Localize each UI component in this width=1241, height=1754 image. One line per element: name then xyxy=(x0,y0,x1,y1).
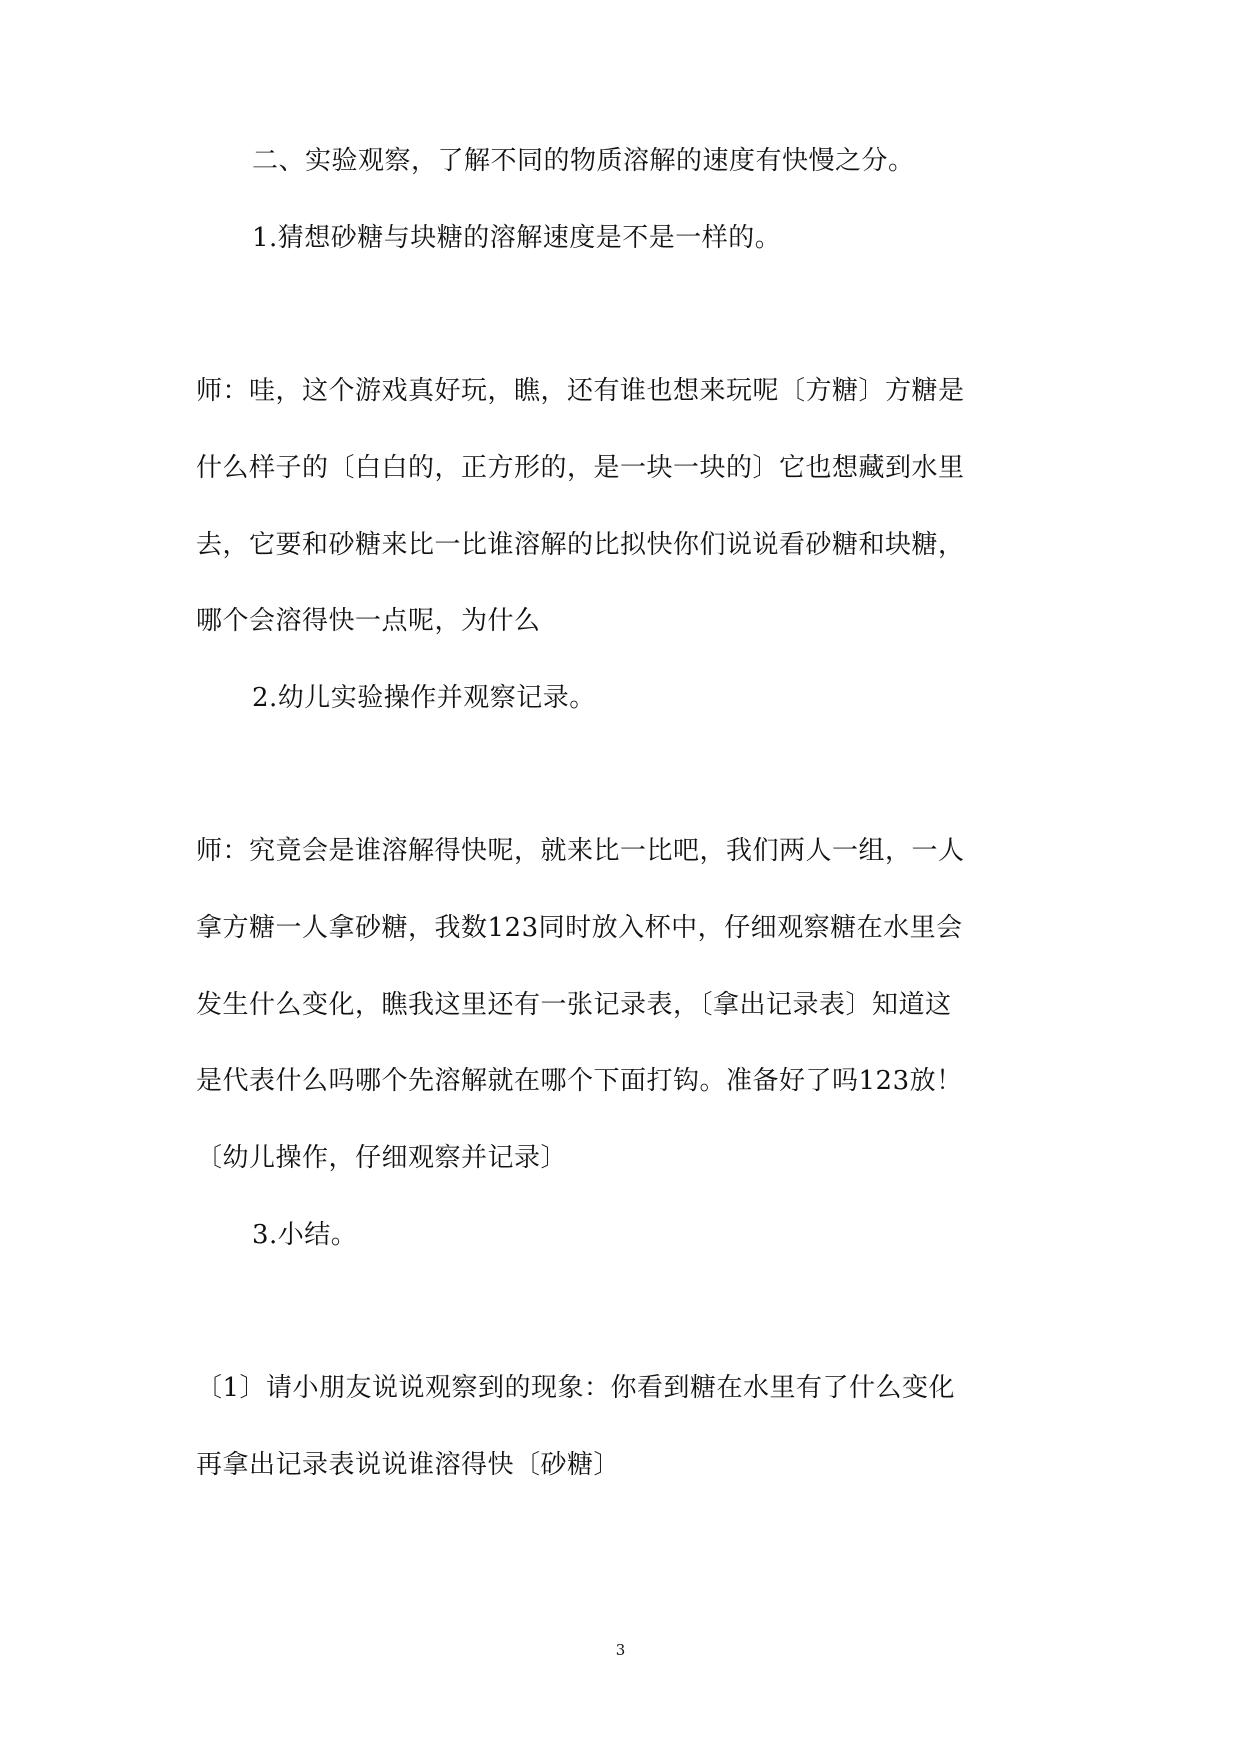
teacher-dialogue-2-line-1: 师：究竟会是谁溶解得快呢，就来比一比吧，我们两人一组，一人 xyxy=(196,836,965,866)
teacher-dialogue-line-1: 师：哇，这个游戏真好玩，瞧，还有谁也想来玩呢〔方糖〕方糖是 xyxy=(196,376,965,406)
teacher-dialogue-line-3: 去，它要和砂糖来比一比谁溶解的比拟快你们说说看砂糖和块糖， xyxy=(196,530,965,560)
teacher-dialogue-2-line-5: 〔幼儿操作，仔细观察并记录〕 xyxy=(196,1143,568,1173)
step-1-title: 1.猜想砂糖与块糖的溶解速度是不是一样的。 xyxy=(252,223,782,253)
teacher-dialogue-line-4: 哪个会溶得快一点呢，为什么 xyxy=(196,606,541,636)
section-heading: 二、实验观察，了解不同的物质溶解的速度有快慢之分。 xyxy=(252,146,915,176)
page-number: 3 xyxy=(615,1641,626,1659)
teacher-dialogue-2-line-4: 是代表什么吗哪个先溶解就在哪个下面打钩。准备好了吗123放！ xyxy=(196,1066,963,1096)
teacher-dialogue-line-2: 什么样子的〔白白的，正方形的，是一块一块的〕它也想藏到水里 xyxy=(196,453,965,483)
teacher-dialogue-2-line-2: 拿方糖一人拿砂糖，我数123同时放入杯中，仔细观察糖在水里会 xyxy=(196,913,963,943)
step-3-title: 3.小结。 xyxy=(252,1220,358,1250)
summary-line-1: 〔1〕请小朋友说说观察到的现象：你看到糖在水里有了什么变化 xyxy=(196,1373,956,1403)
summary-line-2: 再拿出记录表说说谁溶得快〔砂糖〕 xyxy=(196,1450,621,1480)
teacher-dialogue-2-line-3: 发生什么变化，瞧我这里还有一张记录表，〔拿出记录表〕知道这 xyxy=(196,990,952,1020)
step-2-title: 2.幼儿实验操作并观察记录。 xyxy=(252,683,596,713)
